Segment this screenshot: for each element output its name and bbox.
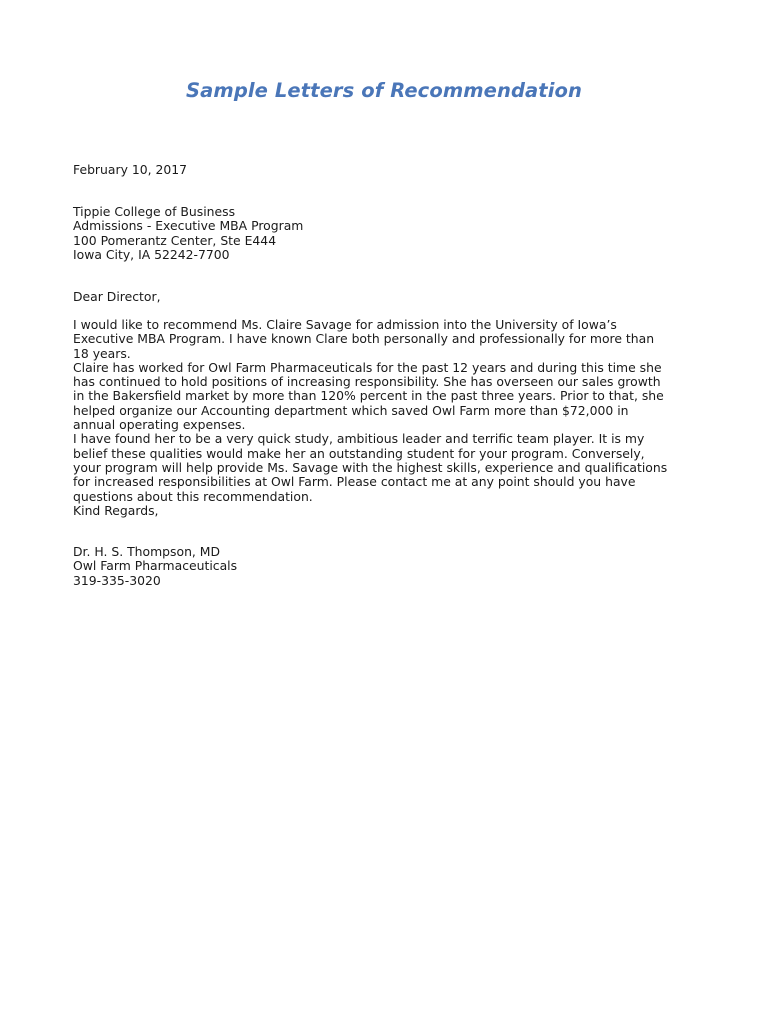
body-line: for increased responsibilities at Owl Farm. Please contact me at any point should you have bbox=[73, 474, 636, 490]
recipient-address bbox=[73, 205, 713, 262]
letter-date bbox=[73, 163, 713, 177]
body-line: I would like to recommend Ms. Claire Savage for admission into the University of Iowa’s bbox=[73, 317, 617, 332]
body-line: Executive MBA Program. I have known Clare both personally and professionally for more than bbox=[73, 331, 655, 347]
body-line: annual operating expenses. bbox=[73, 417, 246, 433]
body-line: belief these qualities would make her an outstanding student for your program. Conversely, bbox=[73, 445, 645, 461]
body-line: I have found her to be a very quick study, ambitious leader and terrific team player. It is my bbox=[73, 431, 645, 447]
body-line: 18 years. bbox=[73, 345, 131, 361]
body-line: Claire has worked for Owl Farm Pharmaceuticals for the past 12 years and during this time she bbox=[73, 359, 662, 375]
body-line: in the Bakersfield market by more than 120% percent in the past three years. Prior to that, she bbox=[73, 388, 664, 404]
body-line: your program will help provide Ms. Savage with the highest skills, experience and qualifications bbox=[73, 459, 668, 475]
body-line: questions about this recommendation. bbox=[73, 488, 313, 504]
signer-company: Owl Farm Pharmaceuticals bbox=[73, 558, 238, 574]
salutation bbox=[73, 290, 713, 304]
address-line: Iowa City, IA 52242-7700 bbox=[73, 246, 230, 262]
address-line: Admissions - Executive MBA Program bbox=[73, 218, 304, 234]
address-line: Tippie College of Business bbox=[73, 204, 236, 219]
document-title: Sample Letters of Recommendation bbox=[186, 79, 582, 102]
address-line: 100 Pomerantz Center, Ste E444 bbox=[73, 232, 277, 248]
salutation-text: Dear Director, bbox=[73, 289, 161, 304]
letter-body bbox=[73, 318, 713, 518]
signer-phone: 319-335-3020 bbox=[73, 572, 161, 588]
closing-line: Kind Regards, bbox=[73, 502, 159, 518]
date-text: February 10, 2017 bbox=[73, 162, 188, 177]
body-line: has continued to hold positions of increasing responsibility. She has overseen our sales growth bbox=[73, 374, 661, 390]
body-line: helped organize our Accounting department which saved Owl Farm more than $72,000 in bbox=[73, 402, 629, 418]
signature-block bbox=[73, 545, 713, 588]
signer-name: Dr. H. S. Thompson, MD bbox=[73, 544, 221, 559]
